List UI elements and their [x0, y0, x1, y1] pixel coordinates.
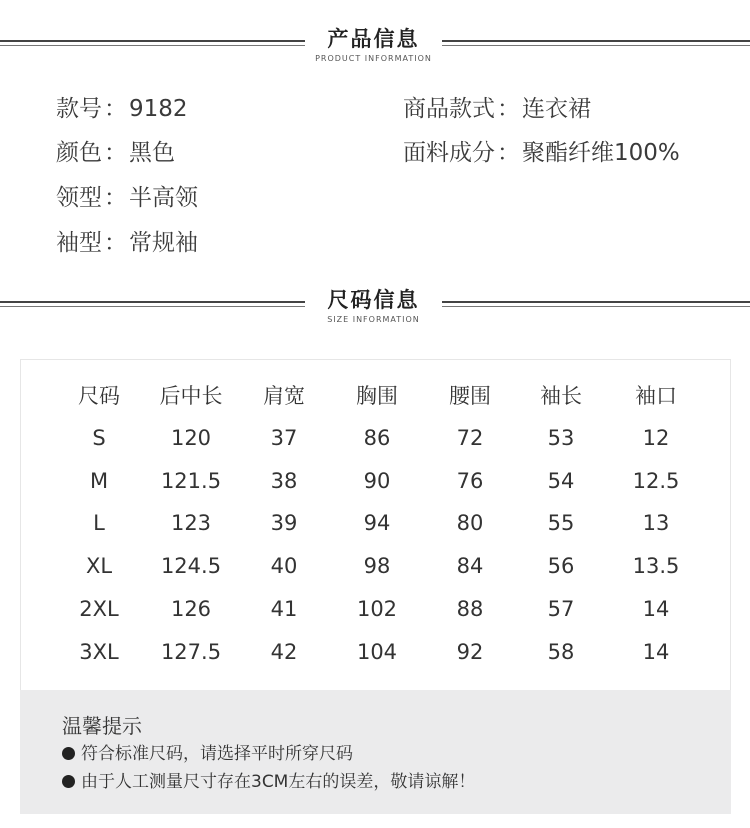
heading-rule-right — [442, 40, 750, 42]
table-cell-length: 123 — [170, 511, 212, 535]
info-sleeve — [56, 228, 198, 258]
tips-box — [20, 690, 731, 814]
table-cell-cuff: 13 — [642, 511, 670, 535]
table-header-size: 尺码 — [78, 384, 120, 408]
bullet-icon — [62, 775, 75, 788]
table-cell-cuff: 14 — [642, 597, 670, 621]
info-collar — [56, 183, 198, 213]
table-cell-bust: 94 — [363, 511, 391, 535]
product-info-heading — [0, 25, 750, 65]
table-cell-waist: 72 — [456, 426, 484, 450]
table-cell-shoulder: 40 — [270, 554, 298, 578]
section-title: 产品信息 — [327, 27, 420, 51]
table-cell-sleeve-length: 55 — [547, 511, 575, 535]
info-separator: ： — [497, 96, 520, 122]
table-cell-shoulder: 39 — [270, 511, 298, 535]
heading-rule-left — [0, 301, 305, 303]
section-title: 尺码信息 — [327, 288, 420, 312]
table-cell-size: M — [89, 469, 109, 493]
table-cell-waist: 80 — [456, 511, 484, 535]
section-subtitle: PRODUCT INFORMATION — [315, 54, 432, 63]
table-cell-sleeve-length: 54 — [547, 469, 575, 493]
table-cell-length: 127.5 — [160, 640, 222, 664]
tip-item — [62, 743, 353, 765]
table-cell-size: XL — [85, 554, 113, 578]
info-label: 颜色 — [56, 140, 102, 166]
info-value: 黑色 — [129, 140, 175, 166]
info-value: 常规袖 — [129, 230, 198, 256]
table-cell-bust: 86 — [363, 426, 391, 450]
tip-text: 符合标准尺码，请选择平时所穿尺码 — [81, 744, 353, 764]
info-value: 聚酯纤维100% — [522, 140, 680, 166]
tip-text: 由于人工测量尺寸存在3CM左右的误差，敬请谅解！ — [81, 772, 476, 792]
info-label: 袖型 — [56, 230, 102, 256]
table-header-cuff: 袖口 — [635, 384, 677, 408]
table-cell-cuff: 12 — [642, 426, 670, 450]
info-label: 款号 — [56, 96, 102, 122]
table-cell-shoulder: 38 — [270, 469, 298, 493]
table-cell-bust: 104 — [356, 640, 398, 664]
tips-title: 温馨提示 — [62, 714, 142, 738]
table-cell-sleeve-length: 53 — [547, 426, 575, 450]
info-separator: ： — [104, 230, 127, 256]
table-cell-length: 124.5 — [160, 554, 222, 578]
table-cell-bust: 90 — [363, 469, 391, 493]
info-separator: ： — [497, 140, 520, 166]
info-separator: ： — [104, 96, 127, 122]
table-cell-size: 3XL — [79, 640, 119, 664]
size-info-heading — [0, 286, 750, 326]
table-cell-size: S — [92, 426, 106, 450]
table-header-length: 后中长 — [159, 384, 223, 408]
table-cell-length: 126 — [170, 597, 212, 621]
section-subtitle: SIZE INFORMATION — [327, 315, 420, 324]
table-cell-sleeve-length: 57 — [547, 597, 575, 621]
table-cell-waist: 92 — [456, 640, 484, 664]
info-color — [56, 138, 175, 168]
info-separator: ： — [104, 140, 127, 166]
info-fabric — [403, 138, 680, 168]
table-cell-waist: 84 — [456, 554, 484, 578]
info-separator: ： — [104, 185, 127, 211]
table-cell-shoulder: 42 — [270, 640, 298, 664]
info-product-style — [403, 94, 591, 124]
table-cell-shoulder: 37 — [270, 426, 298, 450]
info-label: 商品款式 — [403, 96, 495, 122]
table-cell-size: 2XL — [79, 597, 119, 621]
table-cell-sleeve-length: 56 — [547, 554, 575, 578]
heading-rule-right — [442, 301, 750, 303]
table-cell-length: 120 — [170, 426, 212, 450]
table-cell-waist: 88 — [456, 597, 484, 621]
table-cell-sleeve-length: 58 — [547, 640, 575, 664]
table-cell-shoulder: 41 — [270, 597, 298, 621]
info-style-number — [56, 94, 188, 124]
info-value: 9182 — [129, 96, 188, 122]
table-header-sleeve-length: 袖长 — [540, 384, 582, 408]
table-cell-cuff: 14 — [642, 640, 670, 664]
table-cell-bust: 102 — [356, 597, 398, 621]
info-label: 领型 — [56, 185, 102, 211]
bullet-icon — [62, 747, 75, 760]
table-cell-length: 121.5 — [160, 469, 222, 493]
table-cell-cuff: 12.5 — [632, 469, 680, 493]
tip-item — [62, 771, 475, 793]
table-header-bust: 胸围 — [356, 384, 398, 408]
table-header-shoulder: 肩宽 — [263, 384, 305, 408]
heading-rule-left — [0, 40, 305, 42]
table-cell-waist: 76 — [456, 469, 484, 493]
info-value: 半高领 — [129, 185, 198, 211]
info-value: 连衣裙 — [522, 96, 591, 122]
table-cell-size: L — [93, 511, 105, 535]
table-header-waist: 腰围 — [449, 384, 491, 408]
table-cell-cuff: 13.5 — [632, 554, 680, 578]
table-cell-bust: 98 — [363, 554, 391, 578]
info-label: 面料成分 — [403, 140, 495, 166]
